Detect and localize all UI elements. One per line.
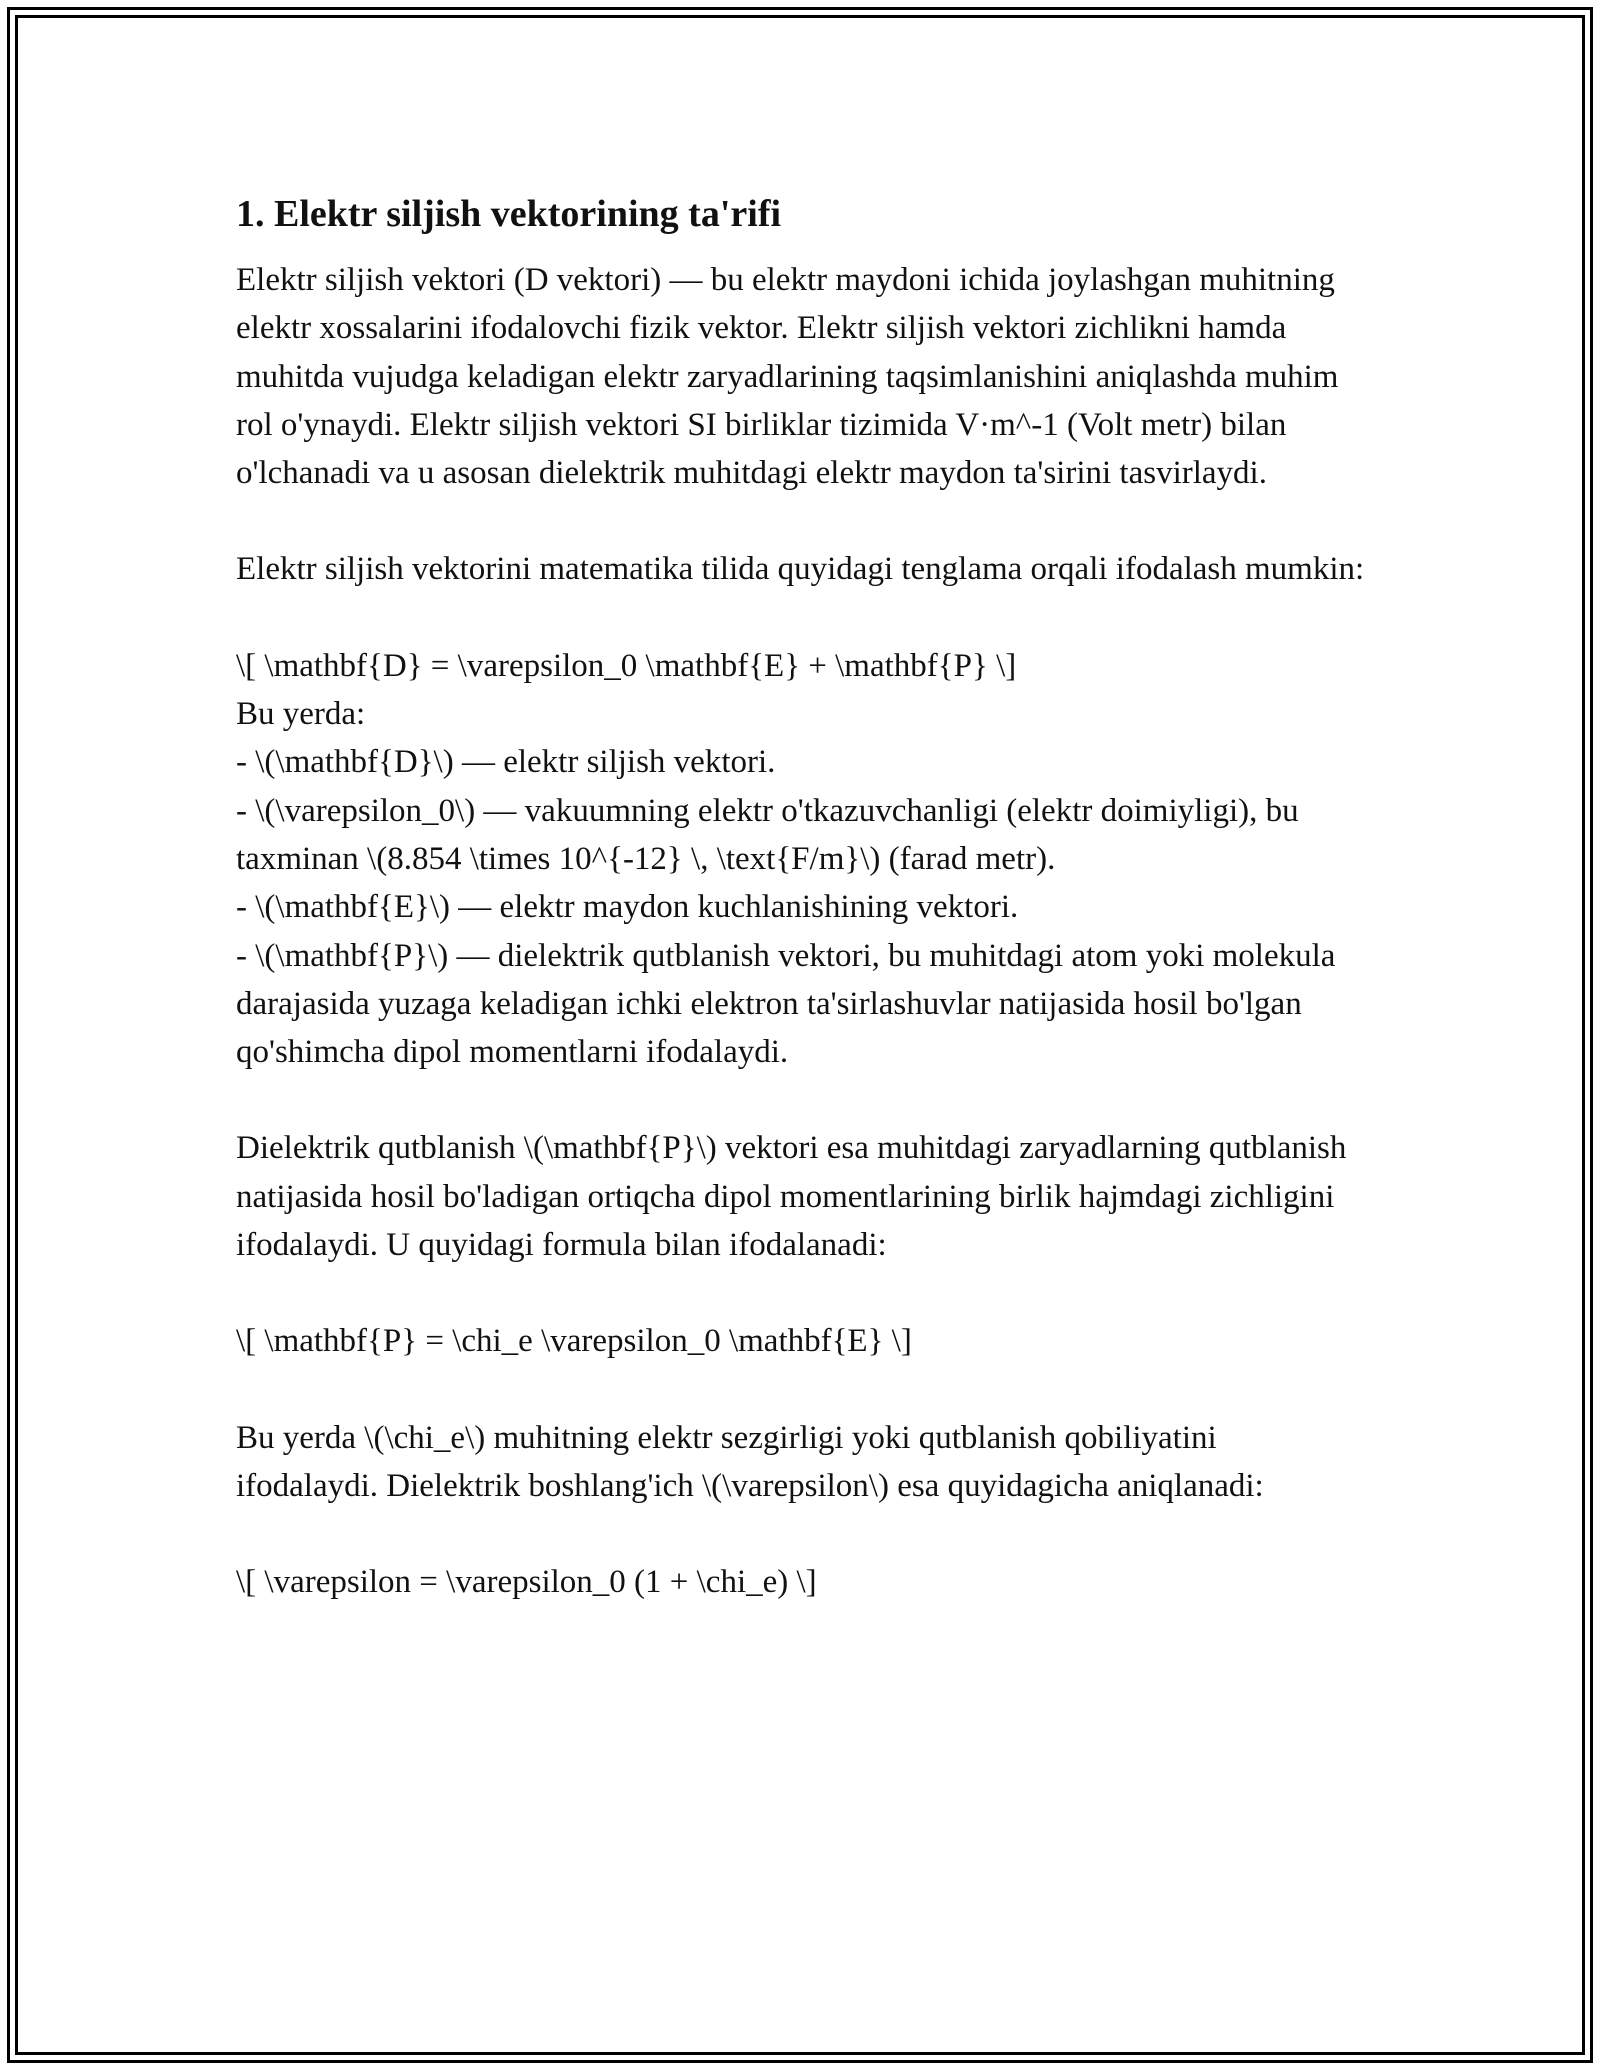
permittivity-equation: \[ \varepsilon = \varepsilon_0 (1 + \chi_e) \] <box>236 1564 817 1601</box>
list-item: - \(\mathbf{D}\) — elektr siljish vektori. <box>236 744 776 781</box>
equation-intro-paragraph: Elektr siljish vektorini matematika tilida quyidagi tenglama orqali ifodalash mumkin: <box>236 551 1365 588</box>
list-item: - \(\mathbf{P}\) — dielektrik qutblanish vektori, bu muhitdagi atom yoki molekula darajasida yuzaga keladigan ichki elektron ta'sirlashuvlar natijasida hosil bo'lgan qo'shimcha dipol momentlarni ifodalaydi. <box>236 937 1336 1071</box>
definition-paragraph: Elektr siljish vektori (D vektori) — bu elektr maydoni ichida joylashgan muhitning elektr xossalarini ifodalovchi fizik vektor. Elektr siljish vektori zichlikni hamda muhitda vujudga keladigan elektr zaryadlarining taqsimlanishini aniqlashda muhim rol o'ynaydi. Elektr siljish vektori SI birliklar tizimida V·m^-1 (Volt metr) bilan o'lchanadi va u asosan dielektrik muhitdagi elektr maydon ta'sirini tasvirlaydi. <box>236 262 1339 492</box>
list-item: - \(\varepsilon_0\) — vakuumning elektr o'tkazuvchanligi (elektr doimiyligi), bu taxminan \(8.854 \times 10^{-12} \, \text{F/m}\) (farad metr). <box>236 792 1299 877</box>
list-intro: Bu yerda: <box>236 696 366 733</box>
displacement-equation: \[ \mathbf{D} = \varepsilon_0 \mathbf{E} + \mathbf{P} \] <box>236 647 1017 684</box>
section-heading: 1. Elektr siljish vektorining ta'rifi <box>236 193 782 235</box>
polarization-equation: \[ \mathbf{P} = \chi_e \varepsilon_0 \mathbf{E} \] <box>236 1323 912 1360</box>
polarization-paragraph: Dielektrik qutblanish \(\mathbf{P}\) vektori esa muhitdagi zaryadlarning qutblanish natijasida hosil bo'ladigan ortiqcha dipol momentlarining birlik hajmdagi zichligini ifodalaydi. U quyidagi formula bilan ifodalanadi: <box>236 1130 1347 1264</box>
symbol-definitions <box>236 690 1366 1076</box>
document-body <box>236 188 1366 1607</box>
susceptibility-paragraph: Bu yerda \(\chi_e\) muhitning elektr sezgirligi yoki qutblanish qobiliyatini ifodalaydi. Dielektrik boshlang'ich \(\varepsilon\) esa quyidagicha aniqlanadi: <box>236 1419 1264 1504</box>
list-item: - \(\mathbf{E}\) — elektr maydon kuchlanishining vektori. <box>236 889 1019 926</box>
